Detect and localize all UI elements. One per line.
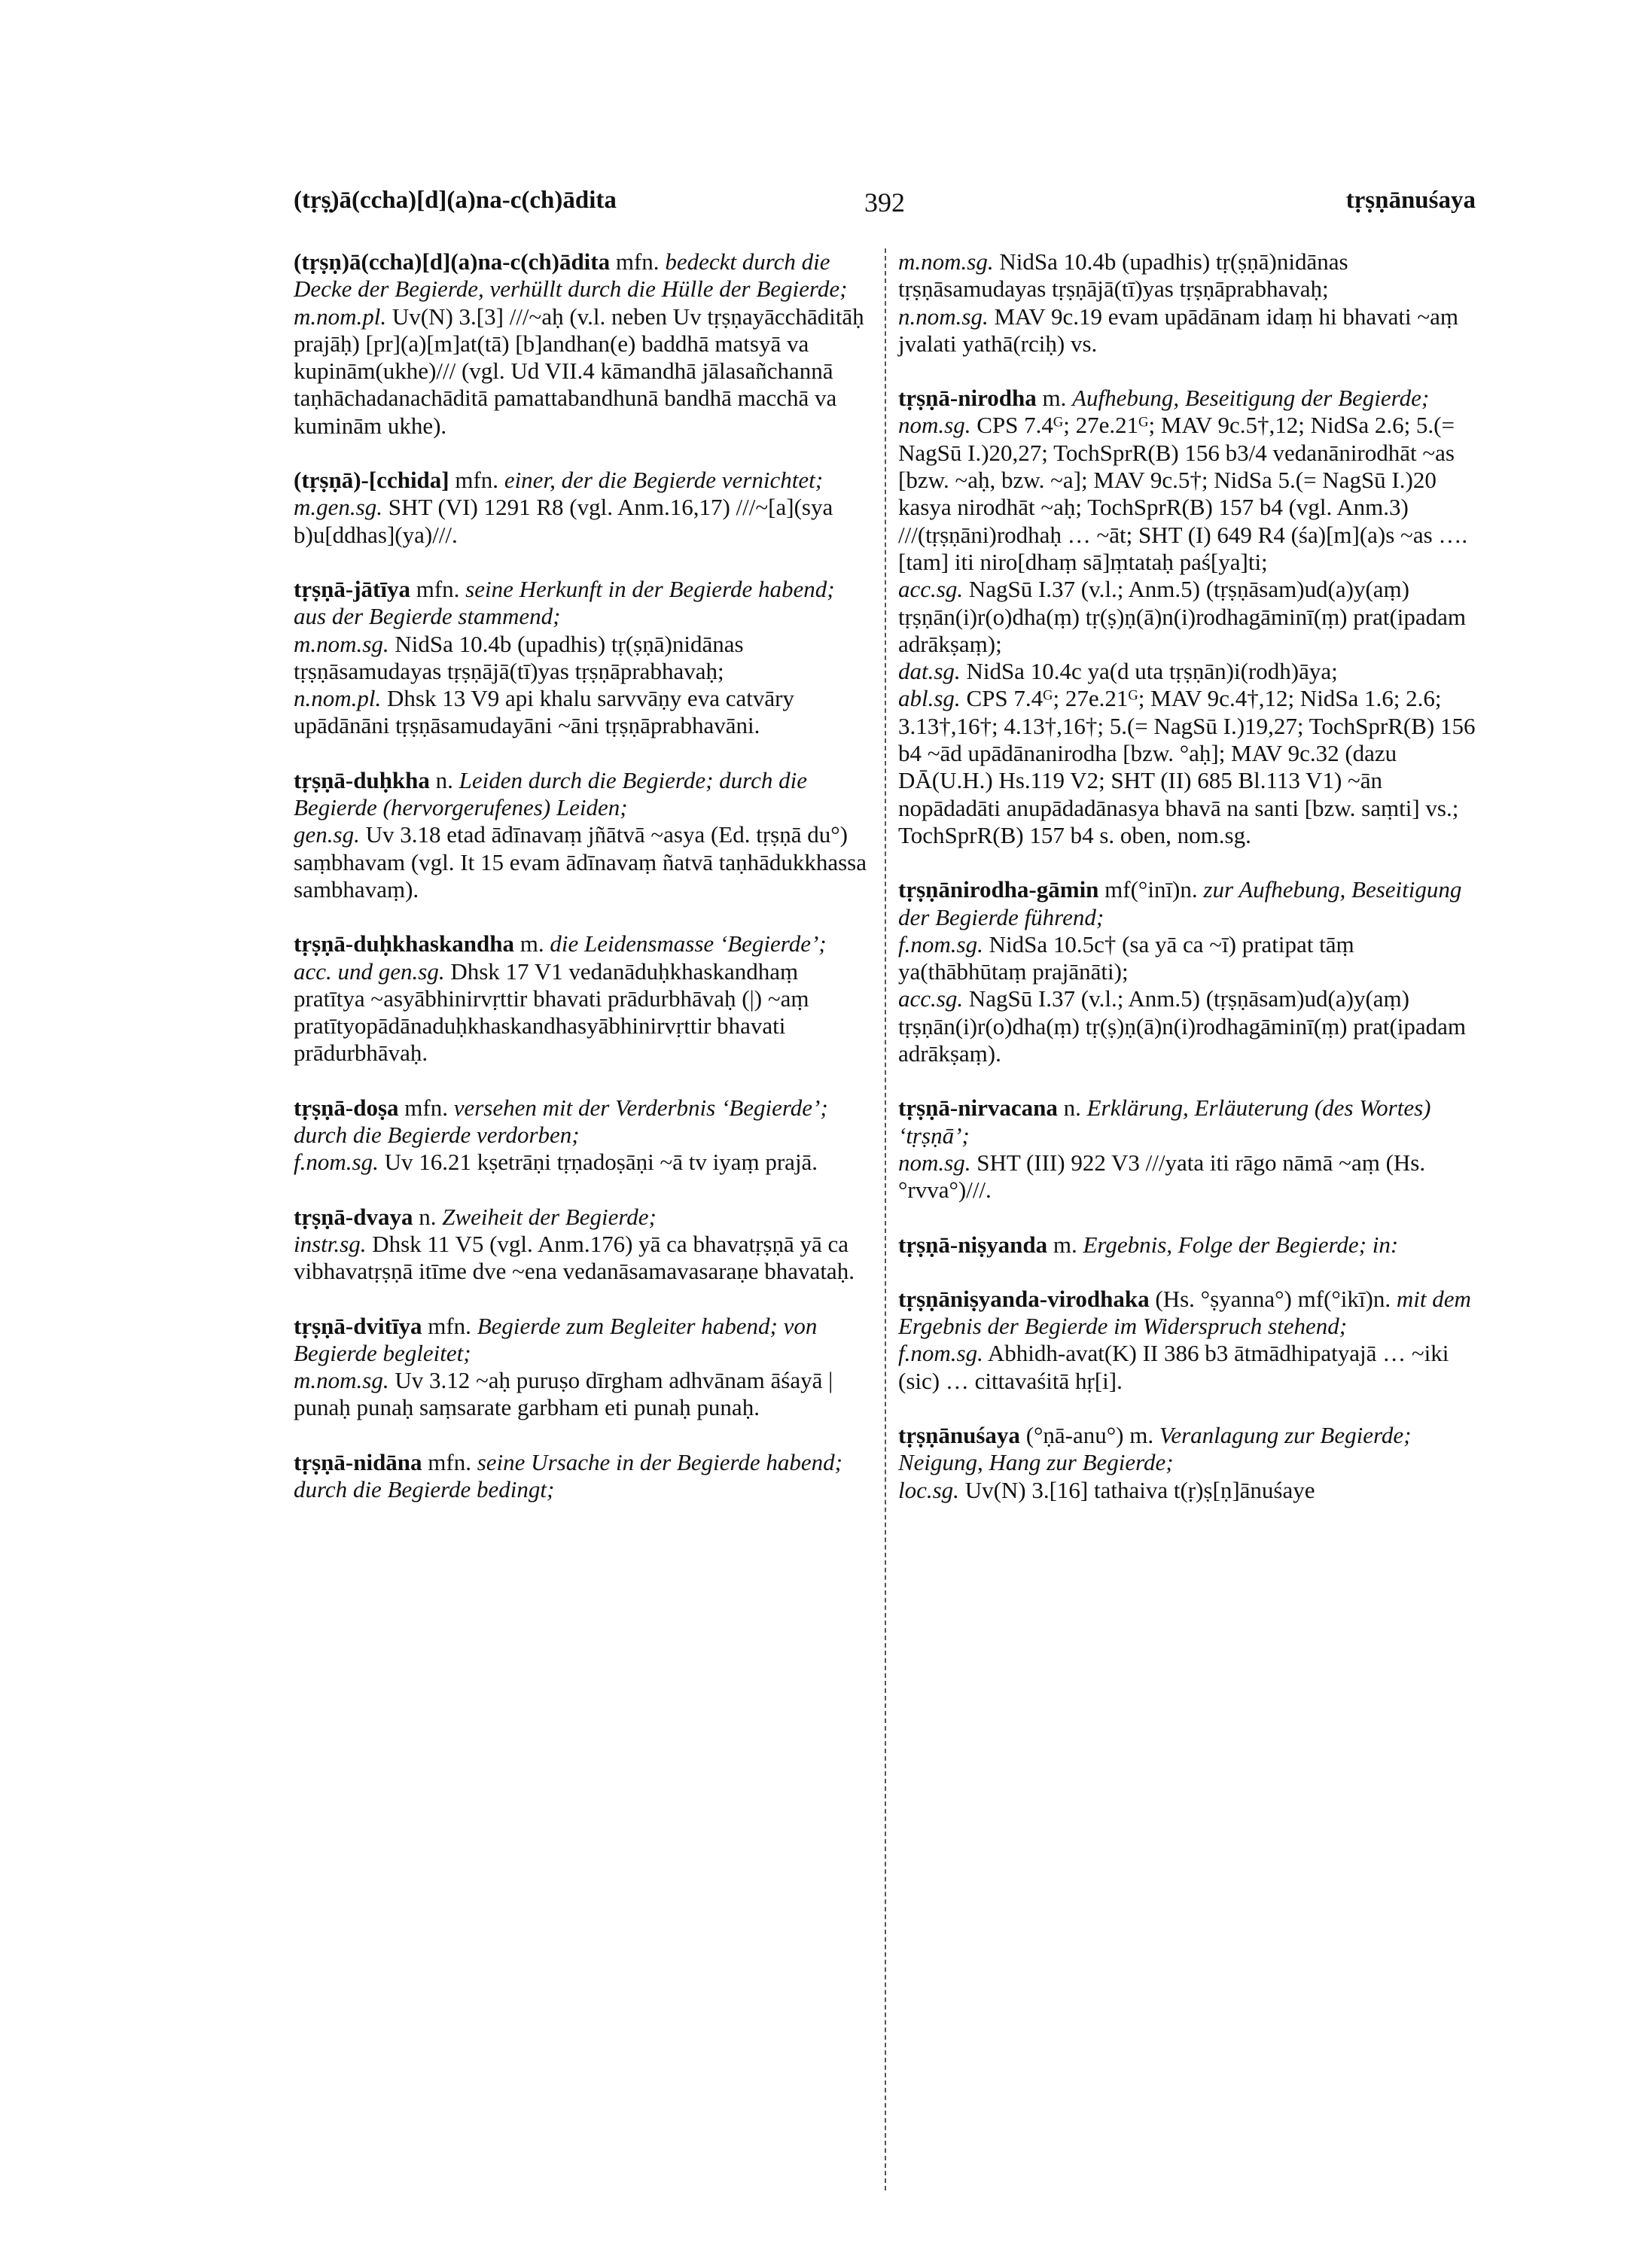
grammar-label: instr.sg. (294, 1230, 367, 1257)
sense-line (898, 685, 1476, 849)
entry-pos: n. (1063, 1094, 1081, 1122)
grammar-label: nom.sg. (898, 412, 971, 439)
entry-gloss: Erklärung, Erläuterung (des Wortes) ‘tṛṣṇā’; (898, 1094, 1431, 1149)
grammar-label: acc.sg. (898, 985, 964, 1012)
entry-pos: mfn. (428, 1312, 471, 1339)
entry-pos: n. (419, 1203, 437, 1230)
sense-text: Dhsk 17 V1 vedanāduḥkhaskandhaṃ pratītya ~asyābhinirvṛttir bhavati prādurbhāvaḥ (|) ~aṃ pratītyopādānaduḥkhaskandhasyābhinirvṛttir bhavati prādurbhāvaḥ. (294, 957, 809, 1067)
entry-head (898, 1286, 1476, 1341)
grammar-label: m.nom.pl. (294, 303, 387, 330)
sense-line (898, 1340, 1476, 1395)
entry-head (294, 1094, 872, 1149)
entry-lemma: tṛṣṇā-dvitīya (294, 1312, 422, 1339)
entry-gloss: Begierde zum Begleiter habend; von Begierde begleitet; (294, 1312, 818, 1366)
sense-text: NidSa 10.4c ya(d uta tṛṣṇān)i(rodh)āya; (966, 658, 1338, 685)
grammar-label: loc.sg. (898, 1476, 959, 1503)
sense-text: SHT (III) 922 V3 ///yata iti rāgo nāmā ~aṃ (Hs. °rvva°)///. (898, 1149, 1426, 1204)
grammar-label: n.nom.sg. (898, 303, 989, 330)
dictionary-entry (294, 1313, 872, 1422)
entry-head (898, 1422, 1476, 1477)
dictionary-entry (898, 1286, 1476, 1395)
entry-pos: (Hs. °ṣyanna°) mf(°ikī)n. (1155, 1285, 1391, 1312)
entry-head (294, 1313, 872, 1368)
sense-text: NidSa 10.4b (upadhis) tṛ(ṣṇā)nidānas tṛṣṇāsamudayas tṛṣṇājā(tī)yas tṛṣṇāprabhavaḥ; (294, 630, 744, 684)
entry-gloss: einer, der die Begierde vernichtet; (504, 467, 824, 494)
dictionary-entry (898, 1422, 1476, 1504)
entry-head (898, 385, 1476, 412)
entry-lemma: tṛṣṇā-nidāna (294, 1448, 422, 1475)
entry-pos: mfn. (416, 575, 460, 602)
grammar-label: dat.sg. (898, 658, 961, 685)
grammar-label: m.gen.sg. (294, 494, 382, 521)
entry-lemma: tṛṣṇā-doṣa (294, 1094, 399, 1121)
sense-line (898, 931, 1476, 986)
entry-pos: mfn. (428, 1448, 471, 1475)
entry-gloss: Veranlagung zur Begierde; Neigung, Hang zur Begierde; (898, 1421, 1412, 1476)
grammar-label: n.nom.pl. (294, 685, 382, 712)
sense-line (898, 248, 1476, 303)
sense-text: Uv(N) 3.[3] ///~aḥ (v.l. neben Uv tṛṣṇayācchāditāḥ prajāḥ) [pr](a)[m]at(tā) [b]andhan(e) baddhā matsyā va kupinām(ukhe)/// (vgl. Ud VII.4 kāmandhā jālasañchannā taṇhāchadanachāditā pamattabandhunā bandhā macchā va kuminām ukhe). (294, 303, 864, 439)
sense-text: Uv 16.21 kṣetrāṇi tṛṇadoṣāṇi ~ā tv iyaṃ prajā. (384, 1149, 818, 1176)
entry-lemma: tṛṣṇā-jātīya (294, 575, 410, 602)
sense-line (294, 821, 872, 903)
sense-text: Uv(N) 3.[16] tathaiva t(ṛ)ṣ[ṇ]ānuśaye (964, 1476, 1315, 1503)
sense-text: Dhsk 11 V5 (vgl. Anm.176) yā ca bhavatṛṣṇā yā ca vibhavatṛṣṇā itīme dve ~ena vedanāsamavasaraṇe bhavataḥ. (294, 1230, 855, 1285)
grammar-label: f.nom.sg. (294, 1149, 379, 1176)
dictionary-entry (294, 767, 872, 903)
sense-text: Abhidh-avat(K) II 386 b3 ātmādhipatyajā … ~iki (sic) … cittavaśitā hṛ[i]. (898, 1340, 1449, 1394)
entry-lemma: tṛṣṇāniṣyanda-virodhaka (898, 1285, 1150, 1312)
dictionary-entry (294, 1094, 872, 1177)
dictionary-entry (898, 385, 1476, 849)
right-column (898, 248, 1476, 1531)
sense-line (898, 658, 1476, 685)
entry-gloss: Leiden durch die Begierde; durch die Begierde (hervorgerufenes) Leiden; (294, 766, 807, 821)
column-divider (885, 248, 886, 2190)
header-right-lemma: tṛṣṇānuśaya (1345, 187, 1476, 214)
sense-line (294, 958, 872, 1067)
entry-head (898, 1094, 1476, 1149)
grammar-label: acc. und gen.sg. (294, 957, 445, 985)
sense-text: Uv 3.18 etad ādīnavaṃ jñātvā ~asya (Ed. tṛṣṇā du°) saṃbhavam (vgl. It 15 evam ādīnavaṃ ñatvā taṇhādukkhassa sambhavaṃ). (294, 821, 867, 903)
continuation-block (898, 248, 1476, 358)
entry-pos: mf(°inī)n. (1104, 876, 1198, 903)
grammar-label: abl.sg. (898, 685, 961, 712)
grammar-label: nom.sg. (898, 1149, 971, 1176)
entry-pos: m. (519, 930, 544, 957)
entry-head (294, 767, 872, 822)
entry-head (294, 930, 872, 957)
entry-lemma: tṛṣṇānuśaya (898, 1421, 1020, 1448)
left-column (294, 248, 872, 1530)
sense-text: Uv 3.12 ~aḥ puruṣo dīrgham adhvānam āśayā | punaḥ punaḥ saṃsarate garbham eti punaḥ punaḥ. (294, 1367, 833, 1421)
page-header (294, 187, 1476, 224)
grammar-label: m.nom.sg. (294, 630, 389, 657)
entry-pos: m. (1042, 385, 1067, 412)
dictionary-entry (898, 876, 1476, 1067)
entry-lemma: tṛṣṇā-nirvacana (898, 1094, 1058, 1122)
entry-pos: n. (435, 766, 453, 793)
entry-gloss: versehen mit der Verderbnis ‘Begierde’; durch die Begierde verdorben; (294, 1094, 828, 1149)
dictionary-entry (898, 1094, 1476, 1204)
dictionary-entry (294, 467, 872, 549)
dictionary-entry (294, 248, 872, 440)
entry-gloss: Zweiheit der Begierde; (442, 1203, 657, 1230)
entry-gloss: seine Ursache in der Begierde habend; durch die Begierde bedingt; (294, 1448, 842, 1502)
entry-gloss: seine Herkunft in der Begierde habend; aus der Begierde stammend; (294, 575, 835, 630)
entry-head (294, 467, 872, 494)
sense-text: Dhsk 13 V9 api khalu sarvvāṇy eva catvāry upādānāni tṛṣṇāsamudayāni ~āni tṛṣṇāprabhavāni. (294, 685, 794, 739)
grammar-label: acc.sg. (898, 576, 964, 603)
header-left-lemma: (tṛṣ̣)ā(ccha)[d](a)na-c(ch)ādita (294, 187, 617, 214)
entry-gloss: die Leidensmasse ‘Begierde’; (550, 930, 827, 957)
sense-line (294, 1149, 872, 1176)
entry-gloss: Ergebnis, Folge der Begierde; in: (1083, 1231, 1399, 1258)
entry-lemma: tṛṣṇā-duḥkhaskandha (294, 930, 514, 957)
sense-text: CPS 7.4ᴳ; 27e.21ᴳ; MAV 9c.4†,12; NidSa 1.6; 2.6; 3.13†,16†; 4.13†,16†; 5.(= NagSū I.)19,27; TochSprR(B) 156 b4 ~ād upādānanirodha [bzw. °aḥ]; MAV 9c.32 (dazu DĀ(U.H.) Hs.119 V2; SHT (II) 685 Bl.113 V1) ~ān nopādadāti anupādadānasya bhavā na santi [bzw. saṃti] vs.; TochSprR(B) 157 b4 s. oben, nom.sg. (898, 685, 1476, 848)
sense-text: MAV 9c.19 evam upādānam idaṃ hi bhavati ~aṃ jvalati yathā(rciḥ) vs. (898, 303, 1459, 357)
entry-head (294, 1204, 872, 1231)
entry-head (898, 876, 1476, 931)
entry-lemma: tṛṣṇā-niṣyanda (898, 1231, 1048, 1258)
entry-lemma: tṛṣṇā-duḥkha (294, 766, 430, 793)
entry-pos: (°ṇā-anu°) m. (1025, 1421, 1154, 1448)
sense-line (898, 412, 1476, 576)
sense-text: SHT (VI) 1291 R8 (vgl. Anm.16,17) ///~[a](sya b)u[ddhas](ya)///. (294, 494, 833, 548)
sense-line (898, 1477, 1476, 1504)
entry-gloss: Aufhebung, Beseitigung der Begierde; (1072, 385, 1430, 412)
sense-text: CPS 7.4ᴳ; 27e.21ᴳ; MAV 9c.5†,12; NidSa 2.6; 5.(= NagSū I.)20,27; TochSprR(B) 156 b3/4 vedanānirodhāt ~as [bzw. ~aḥ, bzw. ~a]; MAV 9c.5†; NidSa 5.(= NagSū I.)20 kasya nirodhāt ~aḥ; TochSprR(B) 157 b4 (vgl. Anm.3) ///(tṛṣṇāni)rodhaḥ … ~āt; SHT (I) 649 R4 (śa)[m](a)s ~as …. [tam] iti niro[dhaṃ sā]ṃtataḥ paś[ya]ti; (898, 412, 1468, 575)
grammar-label: f.nom.sg. (898, 930, 983, 957)
sense-line (898, 1149, 1476, 1204)
sense-line (294, 631, 872, 686)
entry-lemma: tṛṣṇā-dvaya (294, 1203, 413, 1230)
sense-line (294, 494, 872, 549)
sense-line (898, 303, 1476, 358)
entry-lemma: (tṛṣṇ)ā(ccha)[d](a)na-c(ch)ādita (294, 248, 611, 275)
entry-head (294, 248, 872, 303)
entry-gloss: bedeckt durch die Decke der Begierde, verhüllt durch die Hülle der Begierde; (294, 248, 848, 303)
dictionary-entry (898, 1231, 1476, 1259)
grammar-label: f.nom.sg. (898, 1340, 983, 1367)
grammar-label: gen.sg. (294, 821, 360, 848)
page-number: 392 (864, 187, 905, 218)
sense-line (898, 576, 1476, 658)
entry-gloss: zur Aufhebung, Beseitigung der Begierde führend; (898, 876, 1462, 930)
entry-head (294, 576, 872, 631)
entry-pos: mfn. (615, 248, 660, 275)
sense-line (294, 685, 872, 740)
entry-gloss: mit dem Ergebnis der Begierde im Widerspruch stehend; (898, 1285, 1471, 1340)
dictionary-entry (294, 576, 872, 740)
dictionary-entry (294, 1204, 872, 1286)
dictionary-entry (294, 1449, 872, 1504)
sense-line (294, 1231, 872, 1286)
entry-pos: mfn. (455, 467, 499, 494)
entry-pos: m. (1053, 1231, 1077, 1258)
sense-line (898, 985, 1476, 1067)
sense-text: NidSa 10.5c† (sa yā ca ~ī) pratipat tāṃ ya(thābhūtaṃ prajānāti); (898, 930, 1354, 985)
entry-pos: mfn. (404, 1094, 448, 1121)
entry-lemma: tṛṣṇā-nirodha (898, 385, 1037, 412)
entry-lemma: (tṛṣṇā)-[cchida] (294, 467, 449, 494)
sense-line (294, 303, 872, 440)
sense-text: NagSū I.37 (v.l.; Anm.5) (tṛṣṇāsam)ud(a)y(aṃ) tṛṣṇān(i)r(o)dha(ṃ) tṛ(ṣ)ṇ(ā)n(i)rodhagāminī(ṃ) prat(ipadam adrākṣaṃ). (898, 985, 1467, 1067)
grammar-label: m.nom.sg. (294, 1367, 389, 1394)
entry-lemma: tṛṣṇānirodha-gāmin (898, 876, 1099, 903)
entry-head (294, 1449, 872, 1504)
sense-text: NagSū I.37 (v.l.; Anm.5) (tṛṣṇāsam)ud(a)y(aṃ) tṛṣṇān(i)r(o)dha(ṃ) tṛ(ṣ)ṇ(ā)n(i)rodhagāminī(ṃ) prat(ipadam adrākṣaṃ); (898, 576, 1467, 657)
sense-line (294, 1367, 872, 1422)
sense-text: NidSa 10.4b (upadhis) tṛ(ṣṇā)nidānas tṛṣṇāsamudayas tṛṣṇājā(tī)yas tṛṣṇāprabhavaḥ; (898, 248, 1348, 303)
entry-head (898, 1231, 1476, 1259)
dictionary-entry (294, 930, 872, 1067)
grammar-label: m.nom.sg. (898, 248, 994, 275)
